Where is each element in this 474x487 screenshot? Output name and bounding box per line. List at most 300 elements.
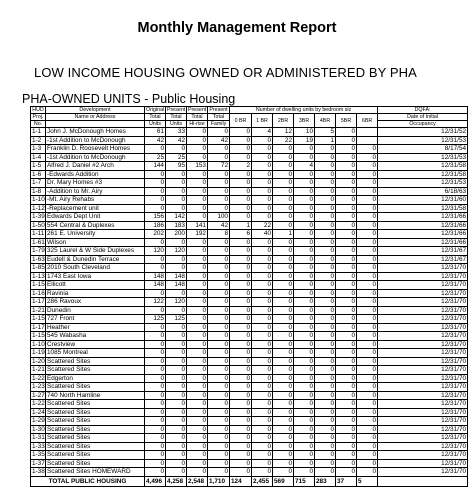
value-cell: 0 (357, 298, 378, 307)
occupancy-date-cell: 12/31/70 (378, 408, 468, 417)
value-cell: 0 (273, 391, 294, 400)
table-row (31, 298, 468, 307)
value-cell: 0 (357, 425, 378, 434)
proj-no-cell: 1-4 (31, 153, 46, 162)
header-proj: Proj. (31, 114, 46, 121)
total-cell: 4,496 (145, 476, 166, 486)
table-row (31, 187, 468, 196)
header-no: No. (31, 121, 46, 128)
value-cell: 0 (145, 468, 166, 477)
value-cell: 0 (336, 221, 357, 230)
value-cell: 0 (252, 145, 273, 154)
proj-no-cell: 1-11 (32, 230, 45, 238)
value-cell: 33 (166, 128, 187, 137)
value-cell: 0 (336, 179, 357, 188)
value-cell: 0 (230, 417, 252, 426)
value-cell: 0 (294, 272, 315, 281)
value-cell: 0 (273, 417, 294, 426)
value-cell: 186 (145, 221, 166, 230)
value-cell: 148 (166, 272, 187, 281)
value-cell: 0 (187, 468, 208, 477)
proj-no-cell: 1-38 (32, 468, 45, 476)
value-cell: 0 (336, 196, 357, 205)
value-cell: 0 (208, 170, 230, 179)
value-cell: 0 (166, 289, 187, 298)
value-cell: 0 (252, 340, 273, 349)
value-cell: 144 (145, 162, 166, 171)
value-cell: 0 (187, 298, 208, 307)
value-cell: 0 (252, 459, 273, 468)
occupancy-date-cell: 12/31/70 (378, 374, 468, 383)
value-cell: 0 (166, 383, 187, 392)
occupancy-date-cell: 12/31/52 (378, 128, 468, 137)
value-cell: 0 (357, 289, 378, 298)
proj-no-cell: 1-10 (32, 196, 45, 204)
value-cell: 0 (208, 468, 230, 477)
value-cell: 0 (208, 366, 230, 375)
header-total3: Total (187, 114, 208, 121)
value-cell: 0 (230, 281, 252, 290)
value-cell: 0 (208, 417, 230, 426)
value-cell: 6 (230, 230, 252, 239)
development-cell: Heather (46, 323, 145, 332)
value-cell: 0 (166, 204, 187, 213)
value-cell: 0 (208, 332, 230, 341)
value-cell: 61 (145, 128, 166, 137)
header-occupancy: Occupancy (378, 121, 468, 128)
value-cell: 0 (208, 128, 230, 137)
value-cell: 0 (273, 349, 294, 358)
value-cell: 0 (208, 442, 230, 451)
value-cell: 0 (273, 221, 294, 230)
proj-no-cell: 1-31 (32, 434, 45, 442)
proj-no-cell: 1-1 (31, 128, 46, 137)
value-cell: 95 (166, 162, 187, 171)
header-hud: HUD (32, 107, 44, 113)
value-cell: 0 (315, 434, 336, 443)
occupancy-date-cell: 12/31/53 (378, 136, 468, 145)
header-original: Original (146, 107, 165, 113)
occupancy-date-cell: 12/31/70 (378, 451, 468, 460)
value-cell: 0 (273, 289, 294, 298)
table-row (31, 417, 468, 426)
value-cell: 0 (336, 213, 357, 222)
development-cell: Eudell & Dunedin Terrace (46, 255, 145, 264)
value-cell: 0 (145, 349, 166, 358)
header-total4: Total (208, 114, 230, 121)
value-cell: 0 (208, 357, 230, 366)
table-row (31, 196, 468, 205)
table-row (31, 408, 468, 417)
value-cell: 0 (208, 145, 230, 154)
value-cell: 0 (230, 366, 252, 375)
value-cell: 19 (294, 136, 315, 145)
value-cell: 0 (252, 468, 273, 477)
value-cell: 0 (315, 306, 336, 315)
value-cell: 0 (230, 468, 252, 477)
value-cell: 0 (230, 323, 252, 332)
development-cell: Scattered Sites (46, 383, 145, 392)
table-row (31, 255, 468, 264)
value-cell: 0 (315, 204, 336, 213)
value-cell: 0 (252, 366, 273, 375)
value-cell: 122 (145, 298, 166, 307)
development-cell: 554 Central & Duplexes (46, 221, 145, 230)
value-cell: 0 (357, 349, 378, 358)
value-cell: 0 (208, 383, 230, 392)
value-cell: 0 (166, 417, 187, 426)
value-cell: 0 (208, 255, 230, 264)
value-cell: 2 (230, 162, 252, 171)
value-cell: 0 (315, 213, 336, 222)
value-cell: 0 (357, 408, 378, 417)
table-row (31, 272, 468, 281)
occupancy-date-cell: 12/31/70 (378, 281, 468, 290)
value-cell: 0 (294, 179, 315, 188)
value-cell: 0 (294, 383, 315, 392)
value-cell: 0 (315, 289, 336, 298)
occupancy-date-cell: 12/31/53 (378, 179, 468, 188)
proj-no-cell: 1-13 (32, 272, 45, 280)
value-cell: 0 (336, 434, 357, 443)
total-cell: 283 (315, 476, 336, 486)
proj-no-cell: 1-85 (32, 264, 45, 272)
occupancy-date-cell: 12/31/70 (378, 434, 468, 443)
value-cell: 0 (336, 442, 357, 451)
value-cell: 0 (273, 179, 294, 188)
value-cell: 0 (208, 400, 230, 409)
value-cell: 0 (357, 459, 378, 468)
value-cell: 0 (230, 332, 252, 341)
value-cell: 0 (252, 170, 273, 179)
occupancy-date-cell: 12/31/53 (378, 153, 468, 162)
value-cell: 0 (336, 332, 357, 341)
value-cell: 0 (187, 332, 208, 341)
value-cell: 0 (145, 425, 166, 434)
value-cell: 192 (187, 230, 208, 239)
value-cell: 0 (145, 408, 166, 417)
proj-no-cell: 1-39 (32, 213, 45, 221)
development-cell: John J. McDonough Homes (46, 128, 145, 137)
value-cell: 0 (315, 451, 336, 460)
value-cell: 0 (294, 434, 315, 443)
value-cell: 0 (230, 213, 252, 222)
value-cell: 0 (294, 451, 315, 460)
development-cell: 545 Wabasha (46, 332, 145, 341)
total-cell: 1,710 (208, 476, 230, 486)
value-cell: 0 (315, 281, 336, 290)
value-cell: 200 (166, 230, 187, 239)
value-cell: 0 (252, 425, 273, 434)
proj-no-cell: 1-22 (32, 400, 45, 408)
value-cell: 0 (187, 145, 208, 154)
value-cell: 0 (294, 247, 315, 256)
value-cell: 0 (252, 264, 273, 273)
development-cell: Scattered Sites (46, 408, 145, 417)
development-cell: Crestview (46, 340, 145, 349)
table-row (31, 221, 468, 230)
value-cell: 0 (252, 332, 273, 341)
value-cell: 0 (208, 374, 230, 383)
value-cell: 0 (252, 247, 273, 256)
proj-no-cell: 1-17 (32, 323, 45, 331)
value-cell: 0 (166, 451, 187, 460)
value-cell: 0 (336, 374, 357, 383)
value-cell: 0 (145, 391, 166, 400)
value-cell: 148 (166, 281, 187, 290)
value-cell: 0 (145, 400, 166, 409)
value-cell: 0 (273, 272, 294, 281)
value-cell: 0 (166, 391, 187, 400)
value-cell: 0 (357, 213, 378, 222)
table-row (31, 204, 468, 213)
header-dqfa: DQFA: (378, 107, 468, 114)
header-br-2: 2BR (273, 114, 294, 128)
header-units1: Units (145, 121, 166, 128)
header-total2: Total (166, 114, 187, 121)
value-cell: 0 (336, 272, 357, 281)
development-cell: Ravinia (46, 289, 145, 298)
table-row (31, 128, 468, 137)
value-cell: 0 (315, 238, 336, 247)
value-cell: 183 (166, 221, 187, 230)
value-cell: 0 (230, 425, 252, 434)
value-cell: 0 (273, 213, 294, 222)
proj-no-cell: 1-2 (31, 136, 46, 145)
value-cell: 42 (145, 136, 166, 145)
value-cell: 0 (273, 468, 294, 477)
table-row (31, 442, 468, 451)
value-cell: 0 (336, 204, 357, 213)
value-cell: 0 (315, 264, 336, 273)
header-dwelling-caption: Number of dwelling units by bedroom siz (230, 107, 378, 114)
header-br-1: 1 BR (252, 114, 273, 128)
value-cell: 0 (294, 196, 315, 205)
table-row (31, 136, 468, 145)
value-cell: 0 (252, 451, 273, 460)
total-date-cell (378, 476, 468, 486)
value-cell: 0 (166, 400, 187, 409)
value-cell: 0 (187, 187, 208, 196)
header-present3: Present (209, 107, 228, 113)
value-cell: 0 (315, 383, 336, 392)
value-cell: 0 (166, 357, 187, 366)
table-row (31, 323, 468, 332)
value-cell: 0 (357, 374, 378, 383)
value-cell: 0 (336, 187, 357, 196)
value-cell: 0 (357, 247, 378, 256)
value-cell: 0 (187, 383, 208, 392)
value-cell: 0 (357, 264, 378, 273)
value-cell: 0 (336, 459, 357, 468)
value-cell: 0 (357, 468, 378, 477)
table-row (31, 332, 468, 341)
value-cell: 0 (336, 255, 357, 264)
value-cell: 0 (336, 153, 357, 162)
value-cell: 0 (273, 170, 294, 179)
value-cell: 0 (294, 323, 315, 332)
proj-no-cell: 1-63 (32, 255, 45, 263)
proj-no-cell: 1-61 (32, 238, 45, 246)
value-cell: 0 (230, 315, 252, 324)
value-cell: 0 (145, 459, 166, 468)
value-cell: 0 (336, 383, 357, 392)
value-cell: 0 (273, 247, 294, 256)
value-cell: 0 (187, 391, 208, 400)
development-cell: -Edwards Addition (46, 170, 145, 179)
occupancy-date-cell: 12/31/70 (378, 340, 468, 349)
occupancy-date-cell: 12/31/70 (378, 323, 468, 332)
value-cell: 0 (294, 366, 315, 375)
proj-no-cell: 1-21 (32, 306, 45, 314)
value-cell: 0 (145, 289, 166, 298)
value-cell: 0 (294, 281, 315, 290)
value-cell: 0 (230, 306, 252, 315)
value-cell: 0 (252, 153, 273, 162)
value-cell: 0 (336, 468, 357, 477)
value-cell: 0 (294, 306, 315, 315)
value-cell: 0 (252, 289, 273, 298)
value-cell: 0 (273, 162, 294, 171)
occupancy-date-cell: 12/31/70 (378, 264, 468, 273)
proj-no-cell: 1-15 (32, 332, 45, 340)
value-cell: 0 (336, 298, 357, 307)
development-cell: Scattered Sites (46, 442, 145, 451)
value-cell: 0 (273, 400, 294, 409)
value-cell: 0 (187, 238, 208, 247)
value-cell: 0 (336, 366, 357, 375)
value-cell: 0 (315, 425, 336, 434)
value-cell: 0 (230, 247, 252, 256)
development-cell: -1st Addition to McDonough (46, 136, 145, 145)
header-total1: Total (145, 114, 166, 121)
value-cell: 0 (252, 272, 273, 281)
value-cell: 0 (187, 357, 208, 366)
value-cell: 0 (145, 264, 166, 273)
value-cell: 0 (315, 417, 336, 426)
value-cell: 1 (273, 230, 294, 239)
development-cell: -Mt. Airy Rehabs (46, 196, 145, 205)
occupancy-date-cell: 12/31/67 (378, 247, 468, 256)
proj-no-cell: 1-24 (32, 408, 45, 416)
value-cell: 0 (145, 323, 166, 332)
value-cell: 0 (357, 417, 378, 426)
value-cell: 0 (294, 340, 315, 349)
total-cell: 5 (357, 476, 378, 486)
table-row (31, 238, 468, 247)
table-row (31, 374, 468, 383)
value-cell: 0 (294, 332, 315, 341)
value-cell: 0 (294, 425, 315, 434)
value-cell: 0 (145, 417, 166, 426)
total-row (31, 476, 468, 486)
development-cell: Scattered Sites (46, 400, 145, 409)
value-cell: 0 (252, 374, 273, 383)
value-cell: 0 (357, 170, 378, 179)
value-cell: 0 (357, 383, 378, 392)
value-cell: 0 (273, 264, 294, 273)
value-cell: 0 (166, 349, 187, 358)
value-cell: 0 (294, 170, 315, 179)
value-cell: 0 (230, 136, 252, 145)
value-cell: 0 (294, 315, 315, 324)
value-cell (357, 128, 378, 137)
total-cell: 2,455 (252, 476, 273, 486)
table-row (31, 451, 468, 460)
value-cell: 0 (273, 187, 294, 196)
total-cell: 4,258 (166, 476, 187, 486)
value-cell: 0 (230, 408, 252, 417)
occupancy-date-cell: 12/31/70 (378, 383, 468, 392)
value-cell: 0 (166, 196, 187, 205)
value-cell: 0 (230, 170, 252, 179)
value-cell: 0 (336, 400, 357, 409)
value-cell: 0 (208, 408, 230, 417)
value-cell: 0 (252, 204, 273, 213)
value-cell: 0 (145, 332, 166, 341)
value-cell: 40 (252, 230, 273, 239)
proj-no-cell: 1-37 (32, 459, 45, 467)
value-cell: 0 (145, 179, 166, 188)
development-cell: Scattered Sites (46, 366, 145, 375)
value-cell: 42 (208, 221, 230, 230)
value-cell: 0 (230, 340, 252, 349)
total-cell: 715 (294, 476, 315, 486)
value-cell: 0 (166, 366, 187, 375)
value-cell: 0 (315, 272, 336, 281)
table-row (31, 162, 468, 171)
value-cell: 0 (166, 340, 187, 349)
value-cell: 0 (166, 238, 187, 247)
total-cell: 37 (336, 476, 357, 486)
value-cell: 142 (166, 213, 187, 222)
value-cell: 0 (357, 281, 378, 290)
proj-no-cell: 1-19 (32, 349, 45, 357)
value-cell: 0 (252, 323, 273, 332)
header-present: Present (167, 107, 186, 113)
occupancy-date-cell: 12/31/66 (378, 213, 468, 222)
value-cell: 0 (166, 323, 187, 332)
value-cell: 0 (294, 442, 315, 451)
development-cell: 325 Laurel & W Side Duplexes (46, 247, 145, 256)
value-cell: 0 (230, 204, 252, 213)
value-cell: 0 (357, 391, 378, 400)
value-cell: 0 (230, 349, 252, 358)
occupancy-date-cell: 12/31/70 (378, 289, 468, 298)
table-body (31, 128, 468, 477)
development-cell: -1st Addition to McDonough (46, 153, 145, 162)
value-cell: 0 (273, 451, 294, 460)
header-family: Family (208, 121, 230, 128)
value-cell: 0 (187, 366, 208, 375)
value-cell: 0 (315, 315, 336, 324)
value-cell: 0 (208, 425, 230, 434)
occupancy-date-cell: 12/31/70 (378, 349, 468, 358)
development-cell: Scattered Sites (46, 417, 145, 426)
value-cell: 0 (187, 408, 208, 417)
value-cell: 0 (230, 391, 252, 400)
value-cell (357, 136, 378, 145)
value-cell: 0 (187, 179, 208, 188)
development-cell: Dr. Mary Homes #3 (46, 179, 145, 188)
value-cell: 22 (273, 136, 294, 145)
table-row (31, 383, 468, 392)
proj-no-cell: 1-7 (31, 179, 46, 188)
table-row (31, 281, 468, 290)
value-cell: 0 (357, 255, 378, 264)
value-cell: 0 (208, 153, 230, 162)
value-cell: 0 (230, 434, 252, 443)
